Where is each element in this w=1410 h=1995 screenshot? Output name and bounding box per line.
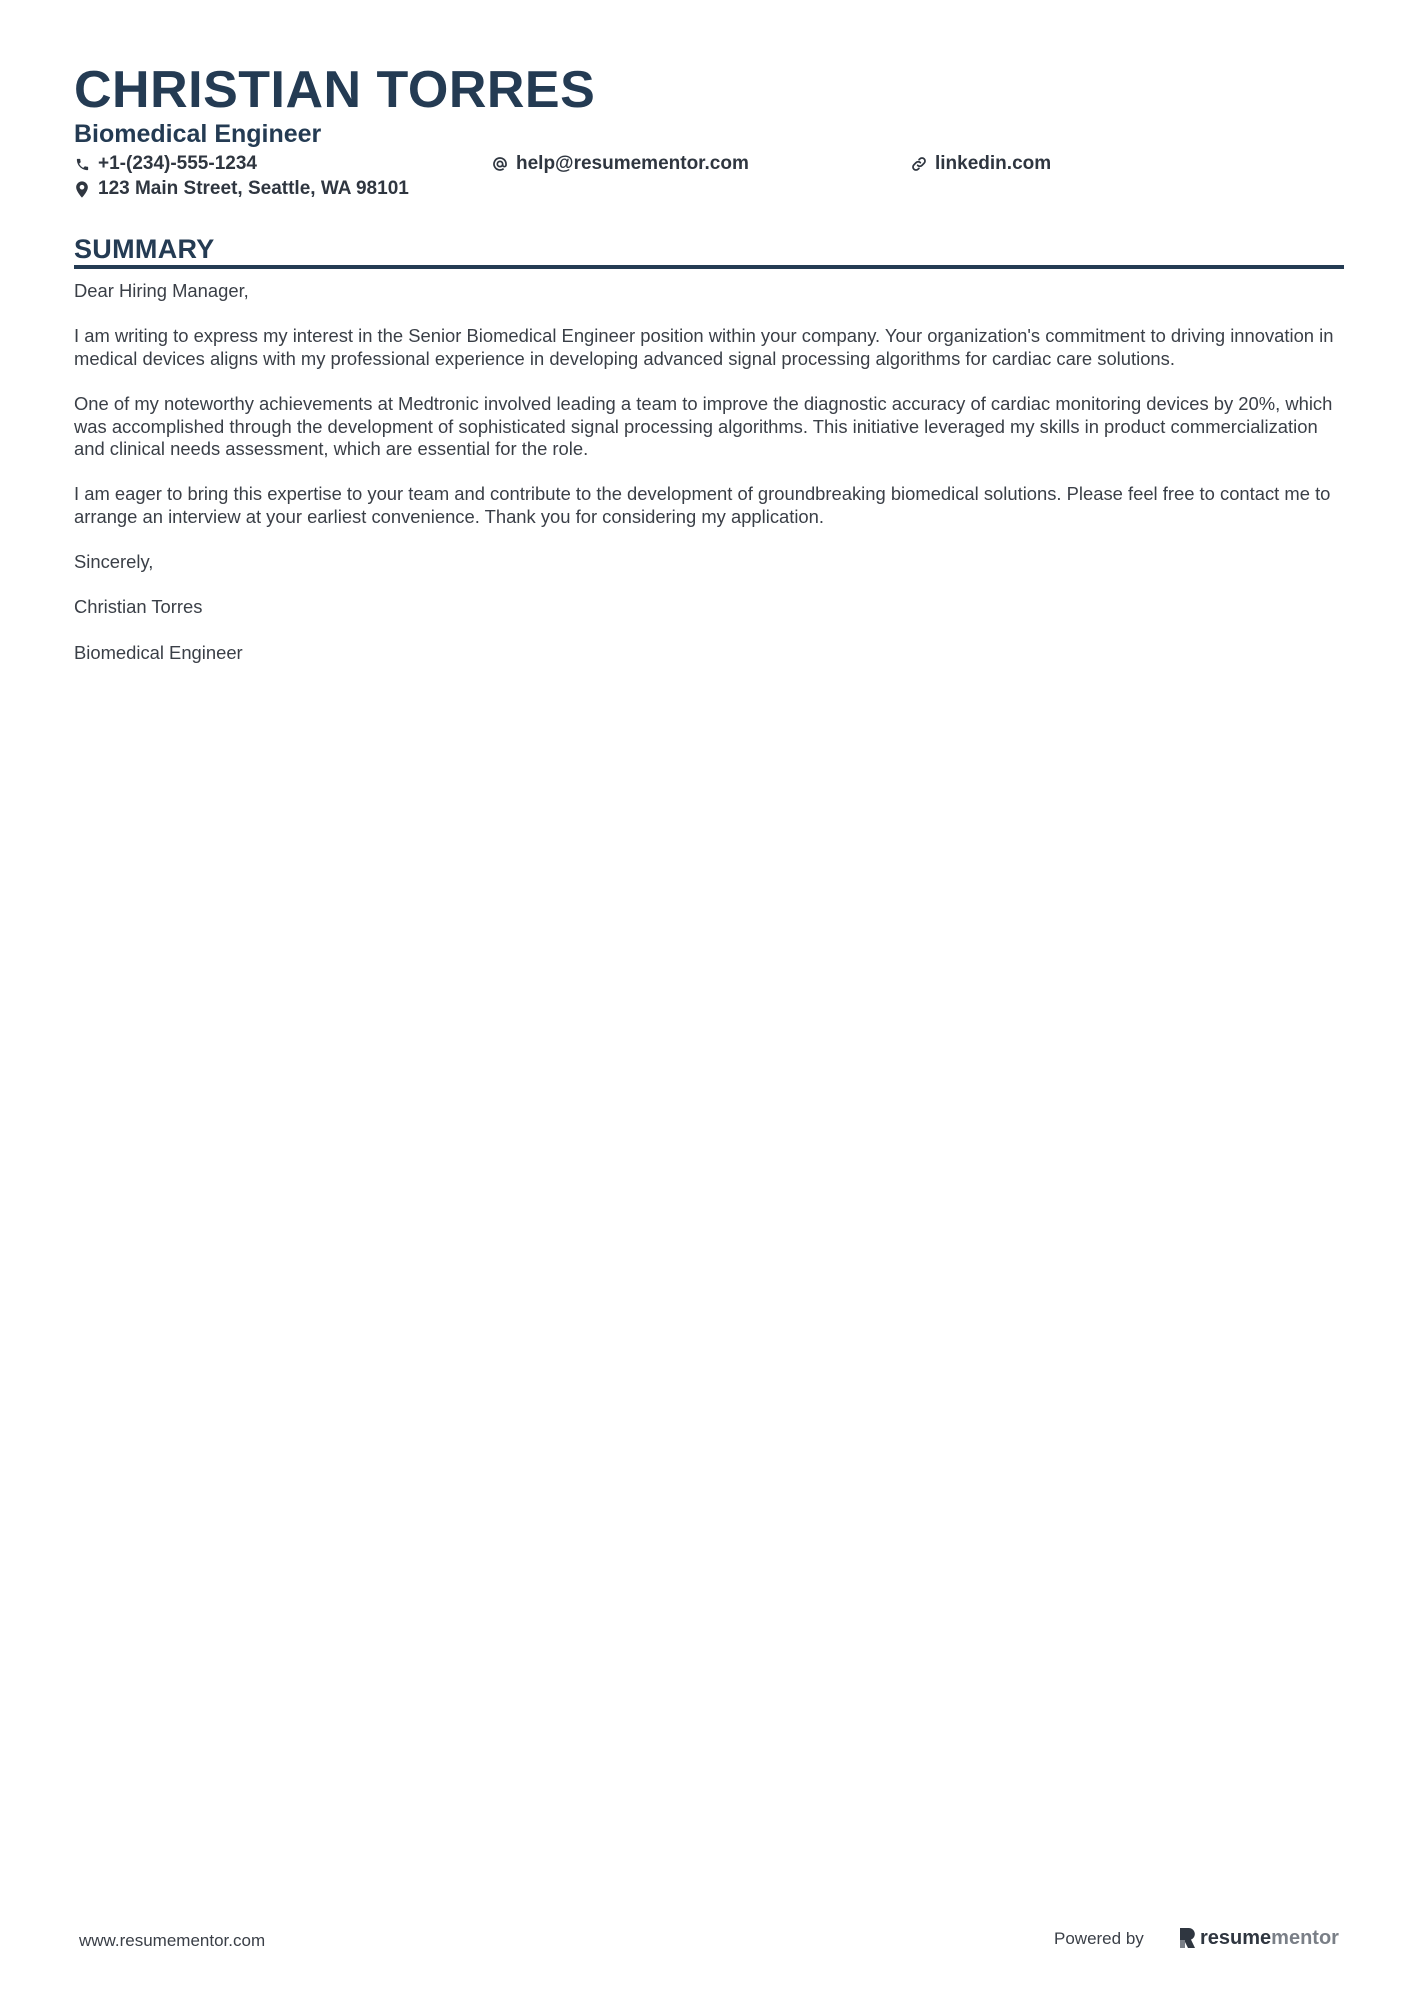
phone-icon [74, 155, 90, 173]
logo-text-strong: resume [1200, 1927, 1272, 1949]
closing: Sincerely, [74, 551, 154, 573]
email-text: help@resumementor.com [516, 153, 749, 174]
at-icon [492, 155, 508, 173]
letter-paragraph-3: I am eager to bring this expertise to your team and contribute to the development of groundbreaking biomedical solutions. Please feel free to contact me to arrange an interview at your earliest convenience. Thank you for considering my application. [74, 483, 1331, 527]
contact-link [911, 152, 1051, 176]
location-pin-icon [74, 180, 90, 198]
address-text: 123 Main Street, Seattle, WA 98101 [98, 178, 409, 199]
summary-heading: SUMMARY [74, 234, 215, 264]
letter-body [74, 280, 1349, 687]
signature-name: Christian Torres [74, 596, 203, 618]
letter-paragraph-2: One of my noteworthy achievements at Medtronic involved leading a team to improve the diagnostic accuracy of cardiac monitoring devices by 20%, which was accomplished through the development of sophisticated signal processing algorithms. This initiative leveraged my skills in product commercialization and clinical needs assessment, which are essential for the role. [74, 392, 1333, 460]
logo-text-light: mentor [1271, 1927, 1339, 1949]
phone-text: +1-(234)-555-1234 [98, 153, 257, 174]
candidate-name: CHRISTIAN TORRES [74, 61, 596, 119]
contact-address [74, 177, 409, 201]
link-text: linkedin.com [935, 153, 1052, 174]
footer-url[interactable]: www.resumementor.com [79, 1931, 266, 1950]
summary-divider [74, 265, 1344, 269]
salutation: Dear Hiring Manager, [74, 280, 249, 301]
footer-logo[interactable] [1178, 1925, 1339, 1951]
link-icon [911, 155, 927, 173]
contact-phone [74, 152, 257, 176]
resumementor-logo-icon [1178, 1928, 1196, 1948]
contact-email [492, 152, 749, 176]
candidate-role: Biomedical Engineer [74, 120, 322, 148]
letter-paragraph-1: I am writing to express my interest in the Senior Biomedical Engineer position within your company. Your organization's commitment to driving innovation in medical devices aligns with my professional experience in developing advanced signal processing algorithms for cardiac care solutions. [74, 325, 1334, 369]
footer-powered-by: Powered by [1054, 1929, 1144, 1948]
signature-title: Biomedical Engineer [74, 641, 243, 663]
